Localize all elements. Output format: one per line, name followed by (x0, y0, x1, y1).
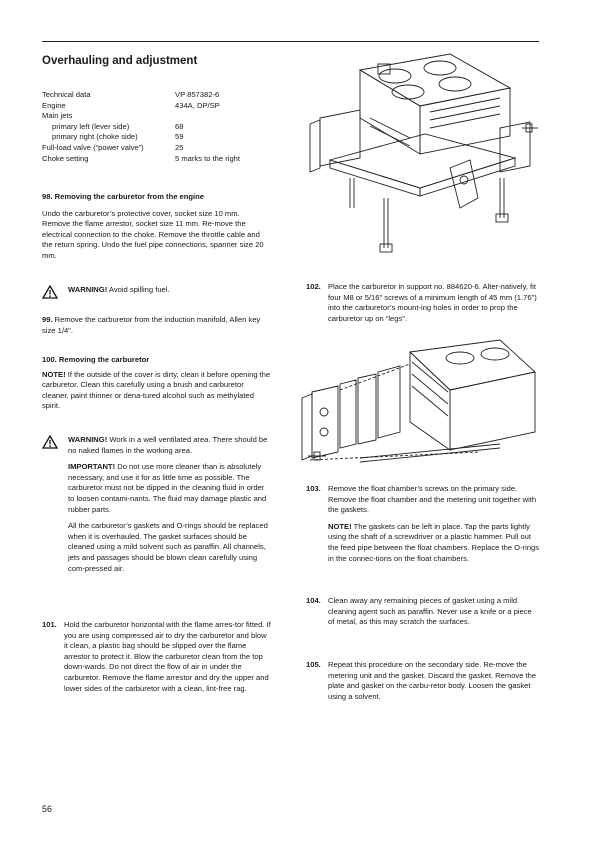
spec-value (175, 111, 240, 122)
section-103-num: 103. (306, 484, 321, 493)
gasket-text: All the carburetor’s gaskets and O-rings should be replaced when it is overhauled. The gasket surfaces should be cleaned using a mild solvent such as paraffin. All channels, jets and passages should be blown clean carefully using com-pressed air. (68, 521, 268, 573)
spec-row (42, 143, 240, 154)
spec-row (42, 122, 240, 133)
spec-value: 59 (175, 132, 184, 142)
section-100-heading: 100. Removing the carburetor (42, 355, 150, 364)
header-rule (42, 41, 539, 42)
spec-value: VP 857382-6 (175, 90, 220, 99)
section-99 (42, 315, 272, 336)
page-number: 56 (42, 804, 53, 814)
spec-label: Choke setting (42, 153, 89, 163)
section-104-num: 104. (306, 596, 321, 605)
warning-label: WARNING! (68, 435, 108, 444)
warning-text: Avoid spilling fuel. (107, 285, 170, 294)
section-105-text: Repeat this procedure on the secondary side. Re-move the metering unit and the gasket. Discard the gasket. Remove the plate and gasket on the carbu-retor body. Loosen the gasket using a solvent. (328, 660, 537, 701)
spec-row (42, 154, 240, 165)
float-chamber-illustration (300, 332, 545, 480)
section-102-text: Place the carburetor in support no. 884620-6. Alter-natively, fit four M8 or 5/16" screws of a minimum length of 45 mm (1.76") into the carburetor’s mount-ing holes in order to prop the carburetor up on “legs”. (328, 282, 537, 323)
section-100 (42, 355, 272, 412)
important-text: Do not use more cleaner than is absolutely necessary, and use it for as little time as possible. The carburetor must not be dipped in the cleaning fluid in order to loosen contami-nants. The fluid may damage plastic and rubber parts. (68, 462, 267, 514)
section-99-num: 99. (42, 315, 53, 324)
section-104 (306, 596, 540, 646)
spec-row (42, 132, 240, 143)
section-99-text: Remove the carburetor from the induction manifold, Allen key size 1/4". (42, 315, 261, 335)
warning-label: WARNING! (68, 285, 108, 294)
note-text: The gaskets can be left in place. Tap the parts lightly using the shaft of a screwdriver or a plastic hammer. Pull out the feed pipe between the float chambers. Replace the O-rings in the connec-tions on the float chambers. (328, 521, 540, 563)
spec-label: primary left (lever side) (52, 121, 130, 131)
section-103 (306, 484, 540, 584)
spec-value: 25 (175, 142, 184, 152)
spec-label: Main jets (42, 111, 73, 121)
carburetor-illustration (300, 48, 545, 266)
section-105-num: 105. (306, 660, 321, 669)
warning-fuel (42, 285, 272, 301)
warning-triangle-icon (42, 285, 58, 299)
section-103-text: Remove the float chamber’s screws on the primary side. Remove the float chamber and the metering unit together with the gaskets. (328, 484, 537, 515)
note-label: NOTE! (328, 521, 352, 531)
spec-value: 434A, DP/SP (175, 100, 220, 110)
spec-label: Engine (42, 100, 66, 110)
spec-row (42, 101, 240, 112)
section-101 (42, 620, 272, 730)
important-label: IMPORTANT! (68, 462, 116, 472)
section-101-num: 101. (42, 620, 57, 629)
page-title: Overhauling and adjustment (42, 55, 198, 67)
section-102-num: 102. (306, 282, 321, 291)
spec-value: 5 marks to the right (175, 153, 240, 163)
section-98 (42, 192, 270, 262)
spec-label: Full-load valve (“power valve”) (42, 142, 144, 152)
section-98-text: Undo the carburetor’s protective cover, socket size 10 mm. Remove the flame arrestor, socket size 11 mm. Re-move the electrical connection to the choke. Remove the throttle cable and the return spring. Undo the fuel pipe connections, spanner size 20 mm. (42, 208, 264, 260)
technical-data (42, 90, 268, 164)
spec-label: primary right (choke side) (52, 132, 138, 142)
warning-triangle-icon (42, 435, 58, 449)
warning-text: Work in a well ventilated area. There should be no naked flames in the working area. (68, 435, 268, 455)
spec-value: 68 (175, 121, 184, 131)
section-102 (306, 282, 540, 332)
spec-row (42, 90, 240, 101)
spec-row (42, 111, 240, 122)
section-104-text: Clean away any remaining pieces of gasket using a mild cleaning agent such as paraffin. Never use a knife or a piece of metal, as this may scratch the surfaces. (328, 596, 532, 627)
note-label: NOTE! (42, 369, 66, 379)
section-105 (306, 660, 540, 710)
section-98-heading: 98. Removing the carburetor from the engine (42, 192, 205, 201)
note-text: If the outside of the cover is dirty, clean it before opening the carburetor. Clean this carefully using a brush and carburetor cleaner, paint thinner or dena-tured alcohol such as methylated spirit. (42, 369, 271, 411)
warning-ventilation (42, 435, 274, 605)
section-101-text: Hold the carburetor horizontal with the flame arres-tor fitted. If you are using compressed air to dry the carburetor and blow it clean, a plastic bag should be slipped over the flame arrestor to protect it. Blow the carburetor clean from the top down-wards. Do not direct the flow of air in under the carburetor. Remove the flame arrestor and dry the upper and lower sides of the carburetor with a clean, lint-free rag. (64, 620, 271, 693)
spec-label: Technical data (42, 90, 91, 99)
